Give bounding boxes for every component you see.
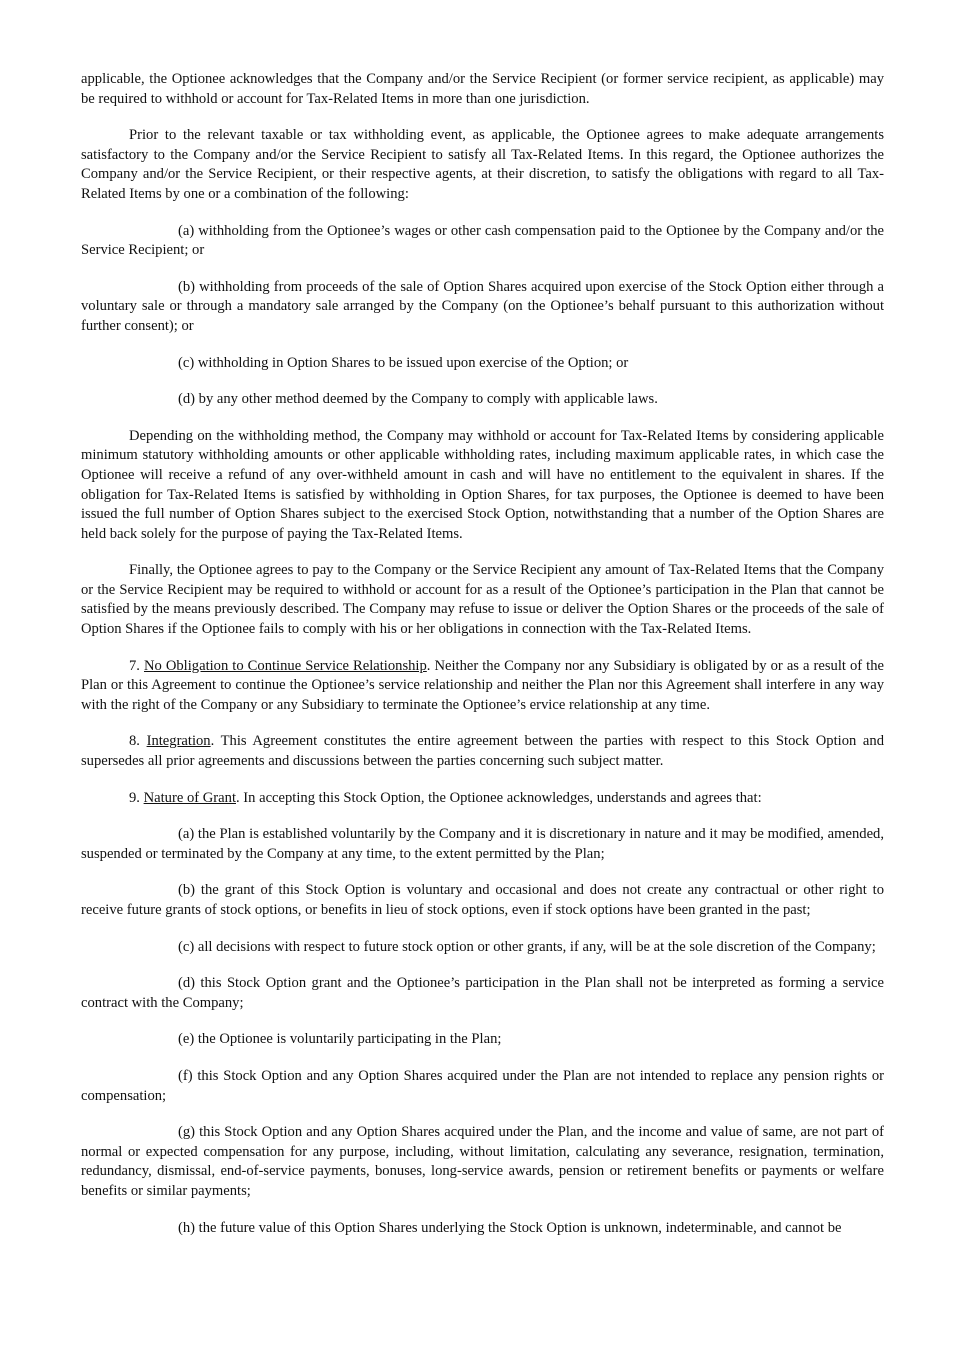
section-8-integration <box>81 732 884 771</box>
section-9-heading: Nature of Grant <box>143 789 236 806</box>
section-7-body: . Neither the Company nor any Subsidiary is obligated by or as a result of the Plan or this Agreement to continue the Optionee’s service relationship and neither the Plan nor this Agreement shall interfere in any way with the right of the Company or any Subsidiary to terminate the Optionee’s ervice relationship at any time. <box>81 657 884 713</box>
paragraph-withholding-method: Depending on the withholding method, the Company may withhold or account for Tax-Related Items by considering applicable minimum statutory withholding amounts or other applicable withholding rates, including maximum applicable rates, in which case the Optionee will receive a refund of any over-withheld amount in cash and will have no entitlement to the equivalent in shares. If the obligation for Tax-Related Items is satisfied by withholding in Option Shares, for tax purposes, the Optionee is deemed to have been issued the full number of Option Shares subject to the exercised Stock Option, notwithstanding that a number of the Option Shares are held back solely for the purpose of paying the Tax-Related Items. <box>81 427 884 542</box>
grant-item-d: (d) this Stock Option grant and the Optionee’s participation in the Plan shall not be interpreted as forming a service contract with the Company; <box>81 975 884 1011</box>
grant-item-e: (e) the Optionee is voluntarily participating in the Plan; <box>178 1031 502 1048</box>
list-item-c-option-shares: (c) withholding in Option Shares to be issued upon exercise of the Option; or <box>178 354 629 371</box>
grant-item-f: (f) this Stock Option and any Option Shares acquired under the Plan are not intended to replace any pension rights or compensation; <box>81 1067 884 1104</box>
grant-item-c: (c) all decisions with respect to future stock option or other grants, if any, will be at the sole discretion of the Company; <box>178 938 876 955</box>
grant-item-h: (h) the future value of this Option Shares underlying the Stock Option is unknown, indeterminable, and cannot be <box>178 1219 842 1236</box>
paragraph-optionee-payment: Finally, the Optionee agrees to pay to the Company or the Service Recipient any amount of Tax-Related Items that the Company or the Service Recipient may be required to withhold or account for as a result of the Optionee’s participation in the Plan that cannot be satisfied by the means previously described. The Company may refuse to issue or deliver the Option Shares or the proceeds of the sale of Option Shares if the Optionee fails to comply with his or her obligations in connection with the Tax-Related Items. <box>81 562 884 638</box>
list-item-a-wages: (a) withholding from the Optionee’s wages or other cash compensation paid to the Optionee by the Company and/or the Service Recipient; or <box>81 222 884 259</box>
list-item-d-other-method: (d) by any other method deemed by the Company to comply with applicable laws. <box>178 391 658 408</box>
section-9-number: 9. <box>129 789 140 806</box>
list-item-b-proceeds: (b) withholding from proceeds of the sale of Option Shares acquired upon exercise of the Stock Option either through a voluntary sale or through a mandatory sale arranged by the Company (on the Optionee’s behalf pursuant to this authorization without further consent); or <box>81 278 884 334</box>
grant-item-g: (g) this Stock Option and any Option Shares acquired under the Plan, and the income and value of same, are not part of normal or expected compensation for any purpose, including, without limitation, calculating any severance, resignation, termination, redundancy, dismissal, end-of-service payments, bonuses, long-service awards, pension or retirement benefits or payments or welfare benefits or similar payments; <box>81 1124 884 1199</box>
grant-item-b: (b) the grant of this Stock Option is voluntary and occasional and does not create any contractual or other right to receive future grants of stock options, or benefits in lieu of stock options, even if stock options have been granted in the past; <box>81 882 884 918</box>
section-9-body: . In accepting this Stock Option, the Optionee acknowledges, understands and agrees that: <box>236 789 762 806</box>
section-7-no-obligation <box>81 657 884 716</box>
section-9-nature-of-grant <box>81 789 884 809</box>
section-8-number: 8. <box>129 733 140 750</box>
section-8-body: . This Agreement constitutes the entire agreement between the parties with respect to this Stock Option and supersedes all prior agreements and discussions between the parties concerning such subject matter. <box>81 733 884 770</box>
paragraph-tax-jurisdiction: applicable, the Optionee acknowledges that the Company and/or the Service Recipient (or former service recipient, as applicable) may be required to withhold or account for Tax-Related Items in more than one jurisdiction. <box>81 71 884 107</box>
section-8-heading: Integration <box>146 733 211 750</box>
section-7-number: 7. <box>129 657 140 674</box>
paragraph-withholding-arrangements: Prior to the relevant taxable or tax withholding event, as applicable, the Optionee agrees to make adequate arrangements satisfactory to the Company and/or the Service Recipient to satisfy all Tax-Related Items. In this regard, the Optionee authorizes the Company and/or the Service Recipient, or their respective agents, at their discretion, to satisfy the obligations with regard to all Tax-Related Items by one or a combination of the following: <box>81 127 884 202</box>
grant-item-a: (a) the Plan is established voluntarily by the Company and it is discretionary in nature and it may be modified, amended, suspended or terminated by the Company at any time, to the extent permitted by the Plan; <box>81 826 884 862</box>
section-7-heading: No Obligation to Continue Service Relationship <box>143 657 427 674</box>
